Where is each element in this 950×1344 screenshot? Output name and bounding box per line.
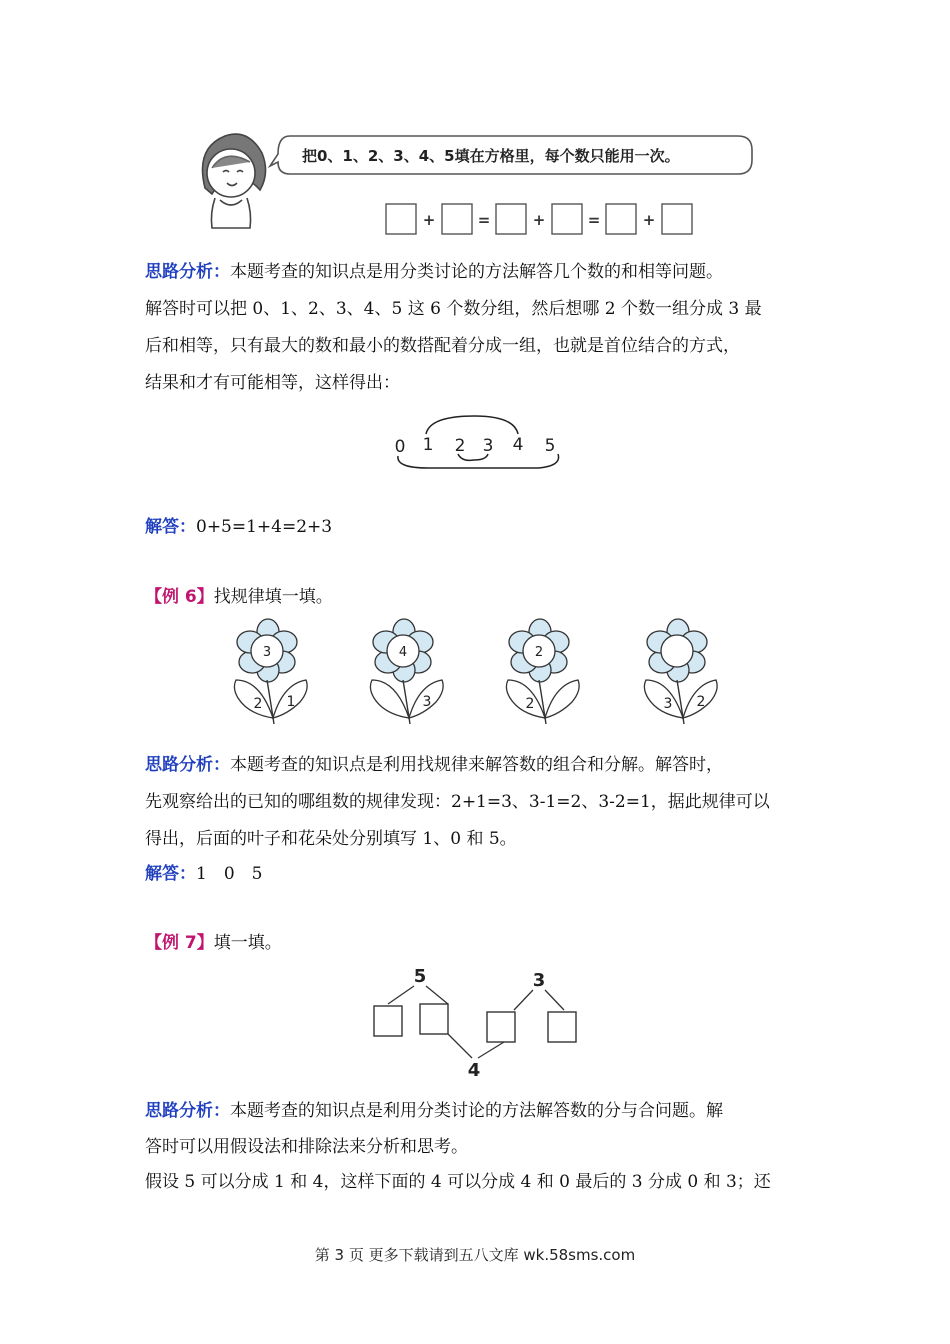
answer-box[interactable] xyxy=(420,1004,448,1034)
analysis-line xyxy=(145,260,723,284)
answer-box[interactable] xyxy=(487,1012,515,1042)
example-prompt: 填一填。 xyxy=(213,933,282,953)
answer-box[interactable] xyxy=(496,204,526,234)
answer-box[interactable] xyxy=(548,1012,576,1042)
answer-line xyxy=(145,862,262,886)
top-right-number: 3 xyxy=(532,970,546,991)
leaf-left-number: 3 xyxy=(663,696,673,712)
leaf-right-number: 2 xyxy=(696,694,706,710)
speech-text: 把0、1、2、3、4、5填在方格里，每个数只能用一次。 xyxy=(302,147,680,165)
analysis-line: 得出，后面的叶子和花朵处分别填写 1、0 和 5。 xyxy=(145,829,517,849)
answer-label: 解答： xyxy=(145,517,196,537)
operator: = xyxy=(477,211,491,229)
digit: 3 xyxy=(482,436,494,456)
number-split-diagram xyxy=(368,962,588,1080)
operator: + xyxy=(532,211,546,229)
answer-box[interactable] xyxy=(374,1006,402,1036)
girl-illustration xyxy=(190,128,760,243)
flower-row xyxy=(228,618,728,728)
leaf-right-number: 1 xyxy=(286,694,296,710)
bottom-number: 4 xyxy=(467,1060,481,1080)
answer-text: 1 0 5 xyxy=(196,864,263,884)
operator: + xyxy=(642,211,656,229)
example-heading xyxy=(145,931,282,955)
page-footer: 第 3 页 更多下载请到五八文库 wk.58sms.com xyxy=(314,1246,636,1264)
answer-box[interactable] xyxy=(552,204,582,234)
operator: = xyxy=(587,211,601,229)
analysis-line: 假设 5 可以分成 1 和 4，这样下面的 4 可以分成 4 和 0 最后的 3 分成 0 和 3；还 xyxy=(145,1172,771,1192)
leaf-left-number: 2 xyxy=(525,696,535,712)
girl-figure-icon xyxy=(203,134,266,228)
analysis-line: 结果和才有可能相等，这样得出： xyxy=(145,373,400,393)
analysis-label: 思路分析： xyxy=(145,262,230,282)
analysis-text: 本题考查的知识点是用分类讨论的方法解答几个数的和相等问题。 xyxy=(230,262,723,282)
analysis-line xyxy=(145,753,723,777)
analysis-line: 后和相等，只有最大的数和最小的数搭配着分成一组，也就是首位结合的方式， xyxy=(145,336,740,356)
leaf-right-number: 3 xyxy=(422,694,432,710)
arc-1-4 xyxy=(426,416,518,434)
operator: + xyxy=(422,211,436,229)
example-heading xyxy=(145,585,333,609)
digit: 2 xyxy=(454,436,466,456)
analysis-text: 本题考查的知识点是利用分类讨论的方法解答数的分与合问题。解 xyxy=(230,1101,723,1121)
flower xyxy=(506,619,579,724)
analysis-line: 先观察给出的已知的哪组数的规律发现：2+1=3、3-1=2、3-2=1，据此规律可以 xyxy=(145,792,770,812)
example-tag: 【例 7】 xyxy=(145,933,214,953)
analysis-label: 思路分析： xyxy=(145,755,230,775)
analysis-text: 本题考查的知识点是利用找规律来解答数的组合和分解。解答时， xyxy=(230,755,723,775)
answer-box[interactable] xyxy=(606,204,636,234)
digit: 0 xyxy=(394,437,406,457)
analysis-line: 解答时可以把 0、1、2、3、4、5 这 6 个数分组，然后想哪 2 个数一组分成 3 最 xyxy=(145,299,762,319)
arc-0-5 xyxy=(398,454,559,468)
flower xyxy=(234,619,307,724)
flower-center-number: 3 xyxy=(262,645,272,660)
example-prompt: 找规律填一填。 xyxy=(213,587,333,607)
analysis-line xyxy=(145,1099,723,1123)
digit: 1 xyxy=(422,435,434,455)
answer-label: 解答： xyxy=(145,864,196,884)
digit: 5 xyxy=(544,436,556,456)
answer-text: 0+5=1+4=2+3 xyxy=(196,517,333,537)
example-tag: 【例 6】 xyxy=(145,587,214,607)
analysis-line: 答时可以用假设法和排除法来分析和思考。 xyxy=(145,1137,468,1157)
answer-line xyxy=(145,515,332,539)
flower-center-number: 2 xyxy=(534,645,544,660)
pairing-diagram xyxy=(388,410,568,472)
digit: 4 xyxy=(512,435,524,455)
flower xyxy=(370,619,443,724)
top-left-number: 5 xyxy=(413,966,427,987)
leaf-left-number: 2 xyxy=(253,696,263,712)
flower xyxy=(644,619,717,724)
flower-center-number: 4 xyxy=(398,645,408,660)
answer-box[interactable] xyxy=(662,204,692,234)
analysis-label: 思路分析： xyxy=(145,1101,230,1121)
answer-box[interactable] xyxy=(386,204,416,234)
answer-box[interactable] xyxy=(442,204,472,234)
